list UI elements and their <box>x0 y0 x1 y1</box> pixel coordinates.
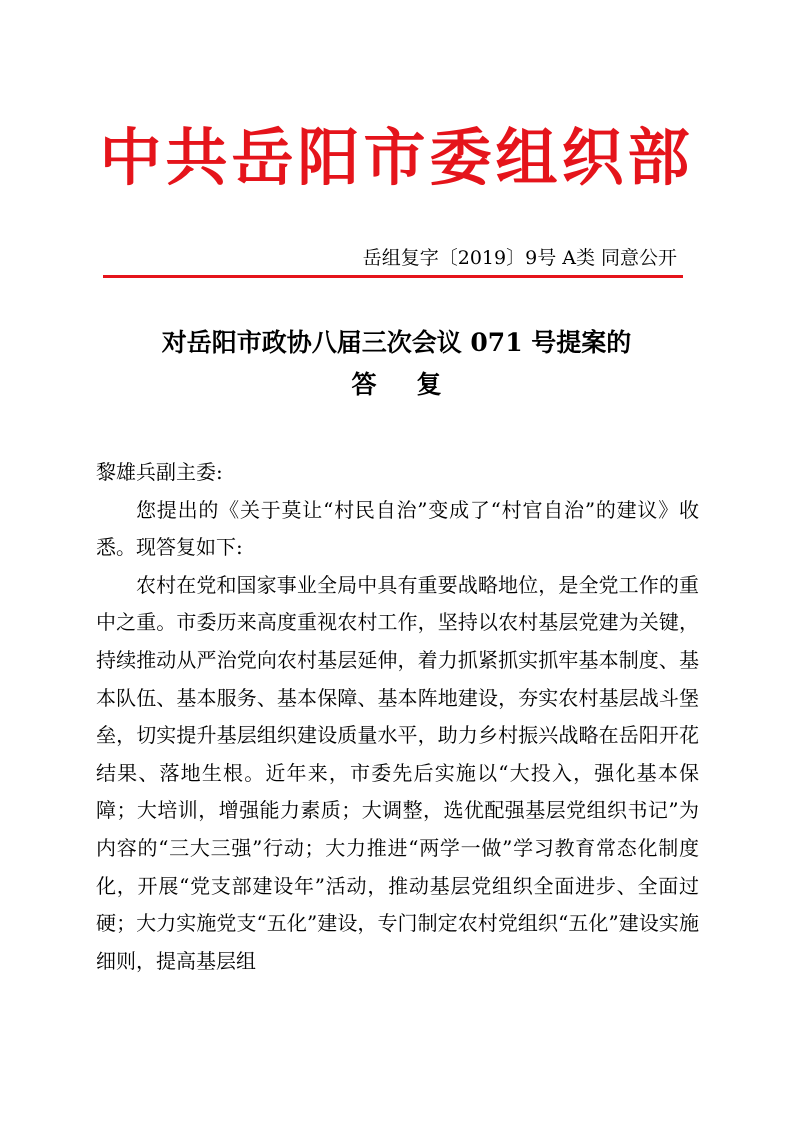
paragraph-acknowledgement: 您提出的《关于莫让“村民自治”变成了“村官自治”的建议》收悉。现答复如下: <box>96 497 699 560</box>
document-number: 岳组复字〔2019〕9号 A类 同意公开 <box>362 247 677 269</box>
paragraph-main: 农村在党和国家事业全局中具有重要战略地位，是全党工作的重中之重。市委历来高度重视农村工作，坚持以农村基层党建为关键，持续推动从严治党向农村基层延伸，着力抓紧抓实抓牢基本制度、基本队伍、基本服务、基本保障、基本阵地建设，夯实农村基层战斗堡垒，切实提升基层组织建设质量水平，助力乡村振兴战略在岳阳开花结果、落地生根。近年来，市委先后实施以“大投入，强化基本保障；大培训，增强能力素质；大调整，选优配强基层党组织书记”为内容的“三大三强”行动；大力推进“两学一做”学习教育常态化制度化，开展“党支部建设年”活动，推动基层党组织全面进步、全面过硬；大力实施党支“五化”建设，专门制定农村党组织“五化”建设实施细则，提高基层组 <box>96 572 699 973</box>
red-header-rule <box>103 275 683 278</box>
subject-title-line2: 答复 <box>351 370 482 399</box>
salutation: 黎雄兵副主委: <box>96 460 223 484</box>
document-body <box>96 454 699 980</box>
subject-title-line1: 对岳阳市政协八届三次会议 071 号提案的 <box>161 328 632 357</box>
issuing-organization-title: 中共岳阳市委组织部 <box>99 121 694 194</box>
